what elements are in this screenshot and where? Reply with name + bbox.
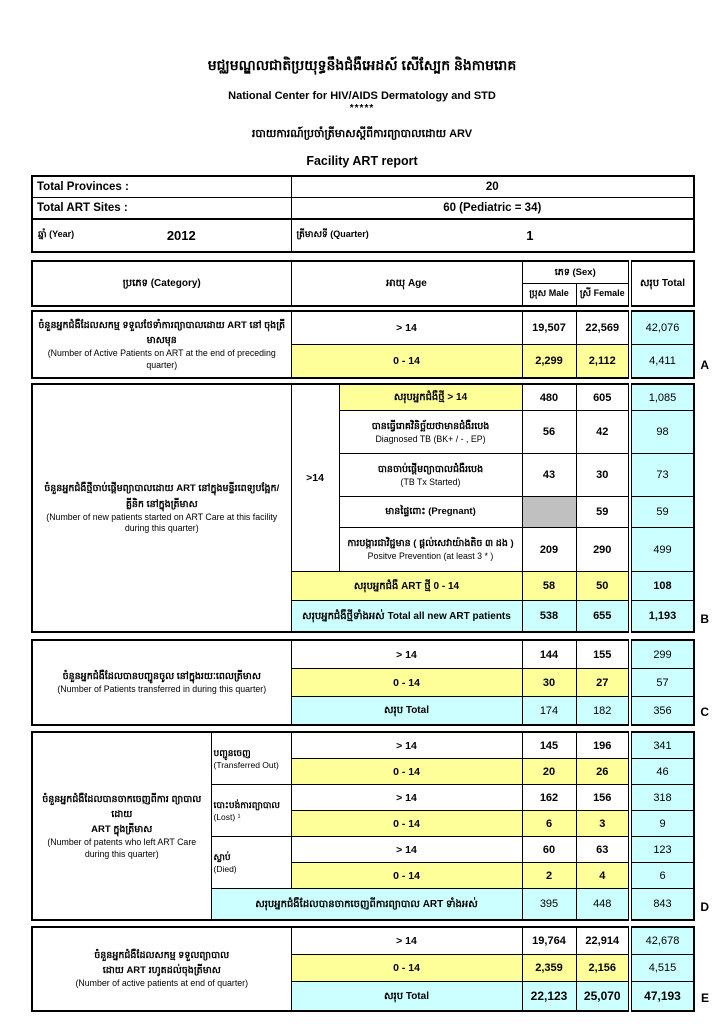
section-d-left-care	[31, 731, 709, 921]
female-value: 182	[576, 697, 630, 726]
section-marker-a: A	[700, 358, 709, 372]
section-b-label: ចំនួនអ្នកជំងឺថ្មីចាប់ផ្តើមព្យាបាលដោយ ART នៅក្នុងមន្ទីរពេទ្យបង្អែក/ គ្លីនិក នៅក្នុងត្រីមាស (Number of new patients started on ART Care at this facility during this quarter)	[32, 384, 291, 632]
female-value: 290	[576, 528, 630, 572]
stars-divider: *****	[349, 103, 375, 114]
female-value: 2,112	[576, 345, 630, 379]
female-value: 25,070	[576, 982, 630, 1012]
section-marker-e: E	[700, 991, 709, 1005]
tb-started-label: បានចាប់ផ្តើមព្យាបាលជំងឺរបេង (TB Tx Started)	[339, 454, 522, 497]
age-label: 0 - 14	[291, 811, 522, 837]
section-b-new-patients	[31, 383, 709, 633]
section-d-label: ចំនួនអ្នកជំងឺដែលបានចាកចេញពីការ ព្យាបាលដោយ ART ក្នុងត្រីមាស (Number of patents who left ART Care during this quarter)	[32, 732, 211, 920]
age-label: 0 - 14	[291, 759, 522, 785]
category-header: ប្រភេទ (Category)	[32, 261, 291, 306]
total-value: 341	[630, 732, 694, 759]
quarter-label: ត្រីមាសទី (Quarter)	[296, 229, 369, 239]
total-value: 9	[630, 811, 694, 837]
female-value: 50	[576, 572, 630, 601]
section-e-active-end	[31, 926, 709, 1012]
female-value: 27	[576, 669, 630, 697]
male-value: 2,359	[522, 955, 576, 982]
died-label: ស្លាប់ (Died)	[211, 837, 291, 889]
report-header	[0, 0, 724, 168]
male-value-na	[522, 497, 576, 528]
positive-prevention-label: ការបង្ការជាវិជ្ជមាន ( ផ្តល់សេវាយ៉ាងតិច ៣ ដង ) Positve Prevention (at least 3 * )	[339, 528, 522, 572]
age-label: 0 - 14	[291, 863, 522, 889]
age-label: > 14	[291, 311, 522, 345]
table-row	[32, 384, 694, 411]
page-title: Facility ART report	[306, 154, 418, 168]
section-c-table	[31, 639, 695, 726]
female-value: 2,156	[576, 955, 630, 982]
table-row	[32, 732, 694, 759]
male-value: 6	[522, 811, 576, 837]
age-label: > 14	[291, 927, 522, 955]
year-cell	[32, 219, 291, 252]
pregnant-label: មានផ្ទៃពោះ (Pregnant)	[339, 497, 522, 528]
female-value: 30	[576, 454, 630, 497]
male-value: 538	[522, 601, 576, 633]
table-row	[32, 927, 694, 955]
sex-header: ភេទ (Sex)	[522, 261, 630, 284]
total-provinces-value: 20	[291, 176, 694, 198]
section-a-label: ចំនួនអ្នកជំងឺដែលសកម្ម ទទួលថែទាំការព្យាបាលដោយ ART នៅ ចុងត្រីមាសមុន (Number of Active Patients on ART at the end of preceding quarter)	[32, 311, 291, 378]
male-value: 395	[522, 889, 576, 921]
male-header: ប្រុស Male	[522, 284, 576, 307]
male-value: 145	[522, 732, 576, 759]
total-value: 1,193	[630, 601, 694, 633]
female-value: 22,569	[576, 311, 630, 345]
total-value: 4,411	[630, 345, 694, 379]
female-value: 42	[576, 411, 630, 454]
section-d-table	[31, 731, 695, 921]
female-value: 448	[576, 889, 630, 921]
total-value: 42,678	[630, 927, 694, 955]
section-marker-b: B	[700, 612, 709, 626]
table-row	[32, 219, 694, 252]
column-header-table	[31, 260, 695, 307]
subtitle-khmer: របាយការណ៍ប្រចាំត្រីមាសស្តីពីការព្យាបាលដោយ ARV	[251, 128, 473, 140]
section-marker-d: D	[700, 900, 709, 914]
male-value: 2	[522, 863, 576, 889]
female-value: 605	[576, 384, 630, 411]
total-row-label: សរុប Total	[291, 697, 522, 726]
total-value: 843	[630, 889, 694, 921]
section-marker-c: C	[700, 705, 709, 719]
total-value: 6	[630, 863, 694, 889]
table-row	[32, 261, 694, 284]
info-table	[31, 175, 695, 253]
female-value: 63	[576, 837, 630, 863]
section-b-table	[31, 383, 695, 633]
female-value: 155	[576, 640, 630, 669]
age-label: > 14	[291, 837, 522, 863]
total-value: 356	[630, 697, 694, 726]
table-row	[32, 640, 694, 669]
total-value: 98	[630, 411, 694, 454]
male-value: 144	[522, 640, 576, 669]
male-value: 20	[522, 759, 576, 785]
total-value: 4,515	[630, 955, 694, 982]
total-value: 123	[630, 837, 694, 863]
age-group-label: >14	[291, 384, 339, 572]
tb-diagnosed-label: បានធ្វើរោគវិនិច្ឆ័យថាមានជំងឺរបេង Diagnosed TB (BK+ / - , EP)	[339, 411, 522, 454]
male-value: 43	[522, 454, 576, 497]
total-value: 42,076	[630, 311, 694, 345]
total-left-label: សរុបអ្នកជំងឺដែលបានចាកចេញពីការព្យាបាល ART ទាំងអស់	[211, 889, 522, 921]
section-e-label: ចំនួនអ្នកជំងឺដែលសកម្ម ទទួលព្យាបាល ដោយ ART រហូតដល់ចុងត្រីមាស (Number of active patients at end of quarter)	[32, 927, 291, 1011]
total-value: 318	[630, 785, 694, 811]
female-value: 655	[576, 601, 630, 633]
section-e-table	[31, 926, 695, 1012]
new-adult-label: សរុបអ្នកជំងឺថ្មី > 14	[339, 384, 522, 411]
male-value: 56	[522, 411, 576, 454]
table-row	[32, 176, 694, 198]
section-a-table	[31, 310, 695, 379]
total-value: 57	[630, 669, 694, 697]
male-value: 58	[522, 572, 576, 601]
male-value: 30	[522, 669, 576, 697]
total-value: 73	[630, 454, 694, 497]
female-value: 3	[576, 811, 630, 837]
age-label: 0 - 14	[291, 345, 522, 379]
year-label: ឆ្នាំ (Year)	[38, 229, 75, 239]
female-value: 156	[576, 785, 630, 811]
title-khmer: មជ្ឈមណ្ឌលជាតិប្រយុទ្ធនឹងជំងឺអេដស៍ សើស្បែក និងកាមរោគ	[207, 57, 517, 73]
female-value: 22,914	[576, 927, 630, 955]
male-value: 60	[522, 837, 576, 863]
female-value: 26	[576, 759, 630, 785]
total-provinces-label: Total Provinces :	[32, 176, 291, 198]
info-section	[31, 175, 693, 253]
male-value: 174	[522, 697, 576, 726]
table-row	[32, 198, 694, 220]
female-value: 59	[576, 497, 630, 528]
total-art-sites-value: 60 (Pediatric = 34)	[291, 198, 694, 220]
total-value: 299	[630, 640, 694, 669]
age-header: អាយុ Age	[291, 261, 522, 306]
female-value: 196	[576, 732, 630, 759]
male-value: 19,764	[522, 927, 576, 955]
year-value: 2012	[166, 228, 196, 243]
new-child-label: សរុបអ្នកជំងឺ ART ថ្មី 0 - 14	[291, 572, 522, 601]
male-value: 162	[522, 785, 576, 811]
total-value: 499	[630, 528, 694, 572]
total-value: 59	[630, 497, 694, 528]
quarter-value: 1	[526, 228, 534, 243]
transferred-out-label: បញ្ជូនចេញ (Transferred Out)	[211, 732, 291, 785]
quarter-cell	[291, 219, 694, 252]
total-value: 46	[630, 759, 694, 785]
age-label: 0 - 14	[291, 955, 522, 982]
male-value: 22,123	[522, 982, 576, 1012]
age-label: > 14	[291, 732, 522, 759]
male-value: 209	[522, 528, 576, 572]
female-header: ស្រី Female	[576, 284, 630, 307]
section-c-label: ចំនួនអ្នកជំងឺដែលបានបញ្ជូនចូល នៅក្នុងរយៈពេលត្រីមាស (Number of Patients transferred in during this quarter)	[32, 640, 291, 725]
total-header: សរុប Total	[630, 261, 694, 306]
age-label: 0 - 14	[291, 669, 522, 697]
total-value: 108	[630, 572, 694, 601]
table-row	[32, 311, 694, 345]
male-value: 480	[522, 384, 576, 411]
total-value: 47,193	[630, 982, 694, 1012]
age-label: > 14	[291, 785, 522, 811]
total-new-label: សរុបអ្នកជំងឺថ្មីទាំងអស់ Total all new ART patients	[291, 601, 522, 633]
male-value: 2,299	[522, 345, 576, 379]
female-value: 4	[576, 863, 630, 889]
total-value: 1,085	[630, 384, 694, 411]
column-header-section	[31, 260, 693, 307]
section-a-active-preceding	[31, 310, 709, 379]
total-art-sites-label: Total ART Sites :	[32, 198, 291, 220]
male-value: 19,507	[522, 311, 576, 345]
age-label: > 14	[291, 640, 522, 669]
title-english: National Center for HIV/AIDS Dermatology and STD	[228, 90, 496, 102]
section-c-transferred-in	[31, 639, 709, 726]
lost-label: បោះបង់ការព្យាបាល (Lost) ¹	[211, 785, 291, 837]
total-row-label: សរុប Total	[291, 982, 522, 1012]
